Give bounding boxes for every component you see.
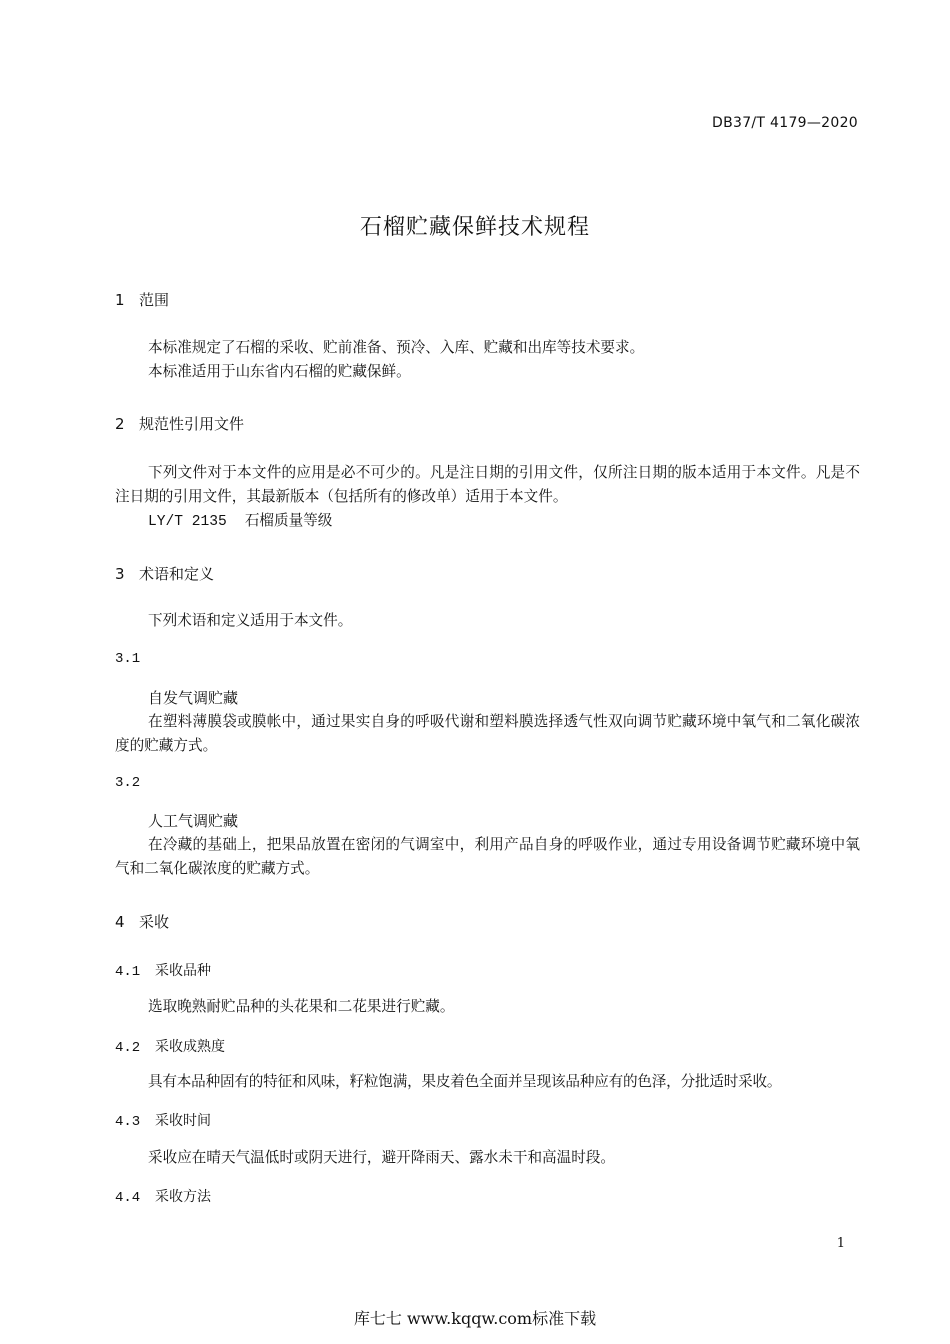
paragraph: 采收应在晴天气温低时或阴天进行，避开降雨天、露水未干和高温时段。 (148, 1149, 616, 1166)
reference-code: LY/T 2135 (148, 514, 227, 530)
subsection-number: 4.4 (115, 1190, 141, 1206)
section-title: 规范性引用文件 (139, 415, 245, 433)
normative-reference (148, 509, 332, 534)
reference-title: 石榴质量等级 (244, 512, 333, 529)
section-1-heading (115, 289, 169, 310)
section-2-heading (115, 413, 244, 434)
subsection-4-4-heading (115, 1186, 211, 1206)
subsection-title: 采收时间 (155, 1113, 211, 1129)
section-number: 2 (115, 415, 125, 433)
section-title: 采收 (139, 913, 170, 931)
term-number: 3.2 (115, 775, 141, 791)
page-number: 1 (836, 1236, 845, 1251)
paragraph: 本标准规定了石榴的采收、贮前准备、预冷、入库、贮藏和出库等技术要求。 (148, 339, 645, 356)
term-definition: 在塑料薄膜袋或膜帐中，通过果实自身的呼吸代谢和塑料膜选择透气性双向调节贮藏环境中氧气和二氧化碳浓度的贮藏方式。 (115, 713, 860, 754)
section-number: 3 (115, 565, 125, 583)
subsection-number: 4.3 (115, 1114, 141, 1130)
paragraph: 本标准适用于山东省内石榴的贮藏保鲜。 (148, 363, 411, 380)
section-title: 范围 (139, 291, 170, 309)
subsection-number: 4.2 (115, 1040, 141, 1056)
term-name: 自发气调贮藏 (148, 689, 239, 707)
section-3-heading (115, 563, 214, 584)
subsection-4-2-heading (115, 1036, 225, 1056)
paragraph: 下列文件对于本文件的应用是必不可少的。凡是注日期的引用文件，仅所注日期的版本适用于本文件。凡是不注日期的引用文件，其最新版本（包括所有的修改单）适用于本文件。 (115, 464, 860, 505)
paragraph: 具有本品种固有的特征和风味，籽粒饱满，果皮着色全面并呈现该品种应有的色泽，分批适时采收。 (148, 1073, 782, 1090)
document-title: 石榴贮藏保鲜技术规程 (359, 215, 590, 240)
subsection-title: 采收品种 (155, 963, 211, 979)
section-title: 术语和定义 (139, 565, 215, 583)
term-definition: 在冷藏的基础上，把果品放置在密闭的气调室中，利用产品自身的呼吸作业，通过专用设备调节贮藏环境中氧气和二氧化碳浓度的贮藏方式。 (115, 836, 860, 877)
paragraph: 下列术语和定义适用于本文件。 (148, 612, 353, 629)
subsection-4-3-heading (115, 1110, 211, 1130)
section-number: 1 (115, 291, 125, 309)
paragraph: 选取晚熟耐贮品种的头花果和二花果进行贮藏。 (148, 998, 455, 1015)
standard-code: DB37/T 4179—2020 (712, 115, 858, 131)
section-4-heading (115, 911, 169, 932)
subsection-number: 4.1 (115, 964, 141, 980)
subsection-title: 采收方法 (155, 1189, 211, 1205)
subsection-4-1-heading (115, 960, 211, 980)
term-number: 3.1 (115, 651, 141, 667)
term-name: 人工气调贮藏 (148, 812, 239, 830)
footer-watermark: 库七七 www.kqqw.com标准下载 (353, 1309, 597, 1328)
subsection-title: 采收成熟度 (155, 1039, 225, 1055)
section-number: 4 (115, 913, 125, 931)
